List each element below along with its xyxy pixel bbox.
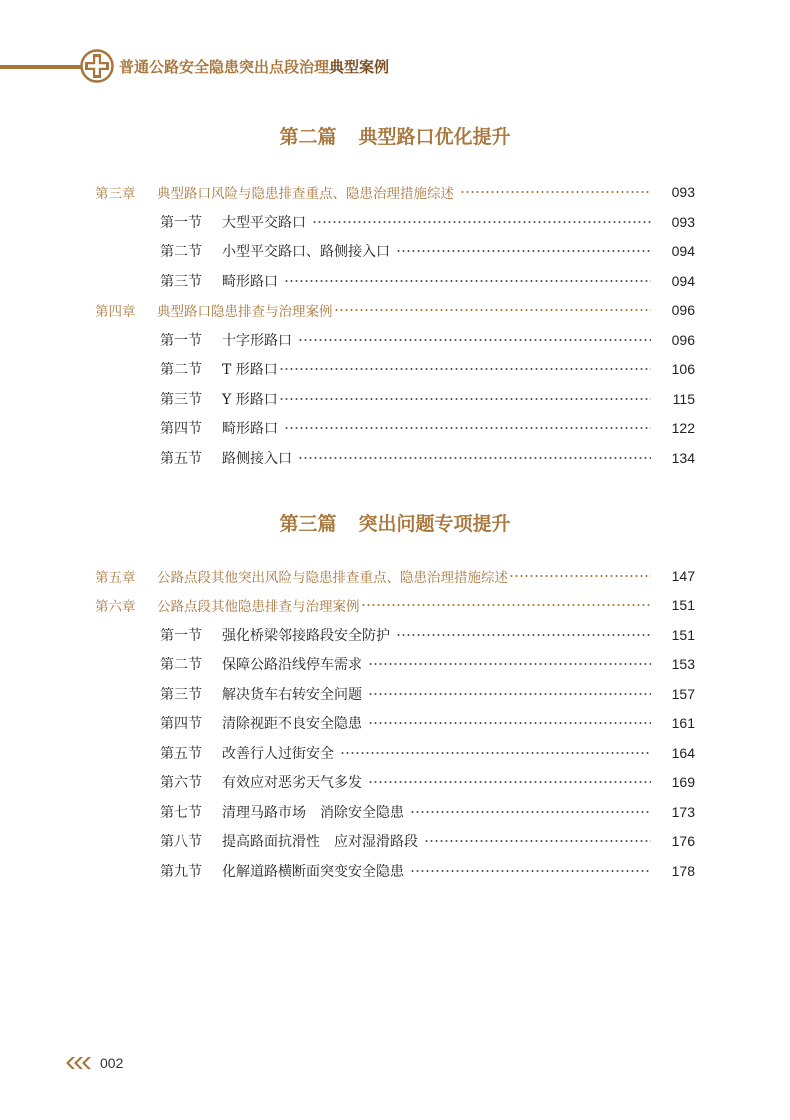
page-number: 151 [671,597,695,613]
section-number: 第一节 [160,628,202,644]
section-title: Y 形路口 [222,392,278,408]
section-label [160,861,404,881]
section-number: 第八节 [160,834,202,850]
toc-section-4-5[interactable] [160,447,695,469]
dot-leader [410,811,651,813]
toc-section-4-2[interactable] [160,358,695,380]
section-label [160,625,390,645]
toc-chapter-6[interactable] [95,594,695,616]
section-label [160,271,278,291]
section-number: 第三节 [160,392,202,408]
footer-page-number: 002 [100,1055,124,1071]
section-number: 第九节 [160,864,202,880]
dot-leader [334,309,652,311]
dot-leader [368,722,651,724]
section-label [160,212,306,232]
page-number: 164 [671,745,695,761]
page-number: 178 [671,863,695,879]
page-number: 115 [672,391,695,407]
section-label [160,389,278,409]
page-number: 169 [671,774,695,790]
dot-leader [284,427,651,429]
section-label [160,448,292,468]
section-title: 小型平交路口、路侧接入口 [222,244,390,260]
series-title-suffix: 典型案例 [329,58,390,76]
part-title-2 [0,122,790,149]
section-number: 第一节 [160,333,202,349]
section-number: 第四节 [160,421,202,437]
section-title: 改善行人过街安全 [222,746,334,762]
page-number: 161 [671,715,695,731]
toc-section-3-1[interactable] [160,211,695,233]
triple-chevron-left-icon [64,1056,94,1070]
chapter-title: 典型路口风险与隐患排查重点、隐患治理措施综述 [157,186,454,202]
section-title: 解决货车右转安全问题 [222,687,362,703]
dot-leader [298,457,651,459]
dot-leader [410,870,651,872]
toc-section-6-3[interactable] [160,683,695,705]
dot-leader [279,368,651,370]
dot-leader [509,575,651,577]
section-label [160,802,404,822]
dot-leader [279,398,651,400]
toc-section-6-4[interactable] [160,712,695,734]
dot-leader [368,781,651,783]
toc-section-3-2[interactable] [160,240,695,262]
page-number: 096 [671,302,695,318]
dot-leader [340,752,651,754]
section-label [160,743,334,763]
part-title-text: 突出问题专项提升 [358,513,511,535]
page-footer [64,1054,123,1072]
chapter-number: 第五章 [95,570,136,586]
toc-section-4-3[interactable] [160,388,695,410]
dot-leader [396,634,651,636]
section-number: 第二节 [160,244,202,260]
part-number: 第三篇 [279,513,337,535]
page-number: 093 [671,184,695,200]
toc-section-4-1[interactable] [160,329,695,351]
toc-section-6-5[interactable] [160,742,695,764]
section-label [160,654,362,674]
page-number: 094 [671,243,695,259]
chapter-number: 第六章 [95,599,136,615]
dot-leader [424,840,651,842]
chapter-label [95,566,508,586]
series-title-main: 普通公路安全隐患突出点段治理 [119,58,330,76]
section-title: T 形路口 [222,362,278,378]
dot-leader [361,604,652,606]
section-label [160,772,362,792]
section-title: 清除视距不良安全隐患 [222,716,362,732]
chapter-title: 公路点段其他突出风险与隐患排查重点、隐患治理措施综述 [157,570,508,586]
section-number: 第五节 [160,451,202,467]
page-number: 096 [671,332,695,348]
page-number: 176 [671,833,695,849]
section-title: 提高路面抗滑性 应对湿滑路段 [222,834,418,850]
chapter-label [95,595,360,615]
section-number: 第三节 [160,274,202,290]
toc-chapter-3[interactable] [95,181,695,203]
toc-section-6-1[interactable] [160,624,695,646]
page-number: 093 [671,214,695,230]
section-label [160,831,418,851]
section-title: 十字形路口 [222,333,292,349]
section-title: 畸形路口 [222,274,278,290]
chapter-label [95,300,333,320]
page-number: 151 [671,627,695,643]
toc-section-6-6[interactable] [160,771,695,793]
toc-section-6-8[interactable] [160,830,695,852]
section-title: 清理马路市场 消除安全隐患 [222,805,404,821]
page-number: 147 [671,568,695,584]
section-number: 第六节 [160,775,202,791]
dot-leader [298,339,651,341]
series-title [119,56,389,77]
section-number: 第二节 [160,362,202,378]
section-number: 第七节 [160,805,202,821]
section-title: 有效应对恶劣天气多发 [222,775,362,791]
chapter-title: 公路点段其他隐患排查与治理案例 [157,599,360,615]
page-number: 173 [671,804,695,820]
chapter-label [95,182,454,202]
page-number: 134 [671,450,695,466]
dot-leader [368,663,651,665]
road-cross-emblem-icon [80,49,114,83]
chapter-title: 典型路口隐患排查与治理案例 [157,304,333,320]
part-number: 第二篇 [279,126,337,148]
section-title: 化解道路横断面突变安全隐患 [222,864,404,880]
section-title: 大型平交路口 [222,215,306,231]
section-title: 路侧接入口 [222,451,292,467]
dot-leader [368,693,651,695]
page-number: 094 [671,273,695,289]
page-number: 122 [671,420,695,436]
page-number: 157 [671,686,695,702]
chapter-number: 第四章 [95,304,136,320]
section-number: 第二节 [160,657,202,673]
section-title: 畸形路口 [222,421,278,437]
toc-section-6-7[interactable] [160,801,695,823]
section-label [160,684,362,704]
toc-section-6-9[interactable] [160,860,695,882]
toc-section-6-2[interactable] [160,653,695,675]
toc-section-4-4[interactable] [160,417,695,439]
toc-chapter-4[interactable] [95,299,695,321]
section-number: 第一节 [160,215,202,231]
section-label [160,713,362,733]
running-header [0,48,790,88]
section-label [160,359,278,379]
toc-section-3-3[interactable] [160,270,695,292]
section-number: 第五节 [160,746,202,762]
page-number: 153 [671,656,695,672]
dot-leader [396,250,651,252]
section-title: 保障公路沿线停车需求 [222,657,362,673]
toc-chapter-5[interactable] [95,565,695,587]
dot-leader [460,191,651,193]
section-number: 第三节 [160,687,202,703]
dot-leader [284,280,651,282]
part-title-text: 典型路口优化提升 [358,126,511,148]
section-number: 第四节 [160,716,202,732]
page-number: 106 [671,361,695,377]
part-title-3 [0,509,790,536]
section-title: 强化桥梁邻接路段安全防护 [222,628,390,644]
dot-leader [312,221,651,223]
section-label [160,418,278,438]
section-label [160,330,292,350]
section-label [160,241,390,261]
header-rule [0,65,86,69]
chapter-number: 第三章 [95,186,136,202]
